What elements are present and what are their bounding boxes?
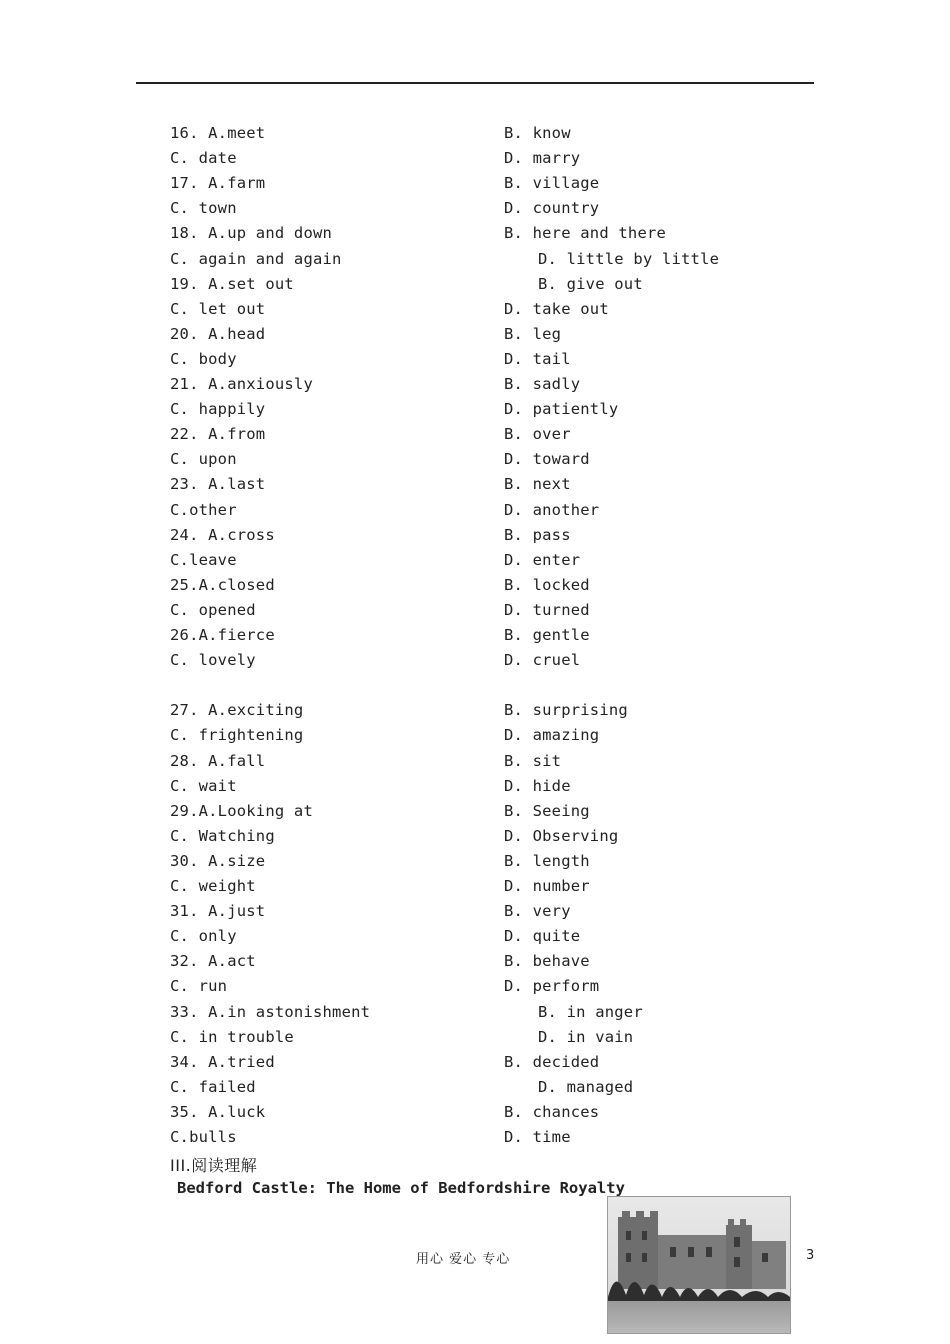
option-line-left: C. upon — [170, 450, 237, 468]
option-line-left: 35. A.luck — [170, 1103, 266, 1121]
option-line-left: 29.A.Looking at — [170, 802, 313, 820]
option-line-left: C. Watching — [170, 827, 275, 845]
option-line-right: B. sit — [504, 752, 562, 770]
option-line-right-indented: D. managed — [538, 1078, 634, 1096]
option-line-left: 31. A.just — [170, 902, 266, 920]
option-line-right-indented: D. in vain — [538, 1028, 634, 1046]
option-line-right: B. locked — [504, 576, 590, 594]
option-line-left: C. lovely — [170, 651, 256, 669]
option-line-left: 18. A.up and down — [170, 224, 333, 242]
option-line-left: 19. A.set out — [170, 275, 294, 293]
option-line-left: 16. A.meet — [170, 124, 266, 142]
option-line-right-indented: D. little by little — [538, 250, 720, 268]
option-line-right: D. tail — [504, 350, 571, 368]
option-line-left: C. weight — [170, 877, 256, 895]
option-line-right: B. chances — [504, 1103, 600, 1121]
option-line-right-indented: B. give out — [538, 275, 643, 293]
page-footer: 用心 爱心 专心 — [416, 1252, 511, 1267]
option-line-right: D. amazing — [504, 726, 600, 744]
option-line-right: B. sadly — [504, 375, 581, 393]
option-line-left: C. frightening — [170, 726, 304, 744]
option-line-left: C. again and again — [170, 250, 342, 268]
option-line-left: C. run — [170, 977, 228, 995]
option-line-left: C. failed — [170, 1078, 256, 1096]
option-line-left: C. let out — [170, 300, 266, 318]
option-line-left: 17. A.farm — [170, 174, 266, 192]
option-line-right: B. very — [504, 902, 571, 920]
option-line-right-indented: B. in anger — [538, 1003, 643, 1021]
option-line-left: 32. A.act — [170, 952, 256, 970]
option-line-left: 27. A.exciting — [170, 701, 304, 719]
option-line-left: C. opened — [170, 601, 256, 619]
option-line-right: B. length — [504, 852, 590, 870]
option-line-left: C.bulls — [170, 1128, 237, 1146]
article-title: Bedford Castle: The Home of Bedfordshire Royalty — [177, 1179, 625, 1197]
option-line-right: D. number — [504, 877, 590, 895]
castle-image — [608, 1197, 790, 1333]
option-line-right: B. Seeing — [504, 802, 590, 820]
option-line-left: C. body — [170, 350, 237, 368]
option-line-left: 25.A.closed — [170, 576, 275, 594]
option-line-right: B. decided — [504, 1053, 600, 1071]
option-line-right: B. here and there — [504, 224, 667, 242]
option-line-right: D. Observing — [504, 827, 619, 845]
option-line-right: D. another — [504, 501, 600, 519]
option-line-right: D. country — [504, 199, 600, 217]
option-line-right: B. next — [504, 475, 571, 493]
option-line-right: B. behave — [504, 952, 590, 970]
option-line-right: D. enter — [504, 551, 581, 569]
option-line-right: B. know — [504, 124, 571, 142]
castle-photo — [607, 1196, 791, 1334]
page-number: 3 — [806, 1248, 815, 1263]
option-line-right: D. patiently — [504, 400, 619, 418]
option-line-left: 33. A.in astonishment — [170, 1003, 371, 1021]
option-line-right: D. perform — [504, 977, 600, 995]
option-line-left: C.leave — [170, 551, 237, 569]
option-line-left: C. happily — [170, 400, 266, 418]
option-line-left: 24. A.cross — [170, 526, 275, 544]
option-line-right: B. surprising — [504, 701, 628, 719]
option-line-right: D. hide — [504, 777, 571, 795]
option-line-left: C. only — [170, 927, 237, 945]
option-line-right: D. toward — [504, 450, 590, 468]
option-line-right: D. marry — [504, 149, 581, 167]
option-line-right: D. turned — [504, 601, 590, 619]
option-line-left: 22. A.from — [170, 425, 266, 443]
option-line-right: B. gentle — [504, 626, 590, 644]
option-line-left: 20. A.head — [170, 325, 266, 343]
option-line-right: B. pass — [504, 526, 571, 544]
option-line-right: B. over — [504, 425, 571, 443]
option-line-right: D. take out — [504, 300, 609, 318]
option-line-right: D. quite — [504, 927, 581, 945]
option-line-right: D. time — [504, 1128, 571, 1146]
option-line-left: C. wait — [170, 777, 237, 795]
option-line-left: 26.A.fierce — [170, 626, 275, 644]
option-line-right: D. cruel — [504, 651, 581, 669]
option-line-left: C.other — [170, 501, 237, 519]
header-rule — [136, 82, 814, 84]
option-line-right: B. leg — [504, 325, 562, 343]
section-title: III.阅读理解 — [170, 1156, 258, 1175]
option-line-left: 34. A.tried — [170, 1053, 275, 1071]
option-line-left: 28. A.fall — [170, 752, 266, 770]
option-line-right: B. village — [504, 174, 600, 192]
option-line-left: 23. A.last — [170, 475, 266, 493]
option-line-left: 21. A.anxiously — [170, 375, 313, 393]
option-line-left: C. town — [170, 199, 237, 217]
option-line-left: C. date — [170, 149, 237, 167]
option-line-left: C. in trouble — [170, 1028, 294, 1046]
option-line-left: 30. A.size — [170, 852, 266, 870]
